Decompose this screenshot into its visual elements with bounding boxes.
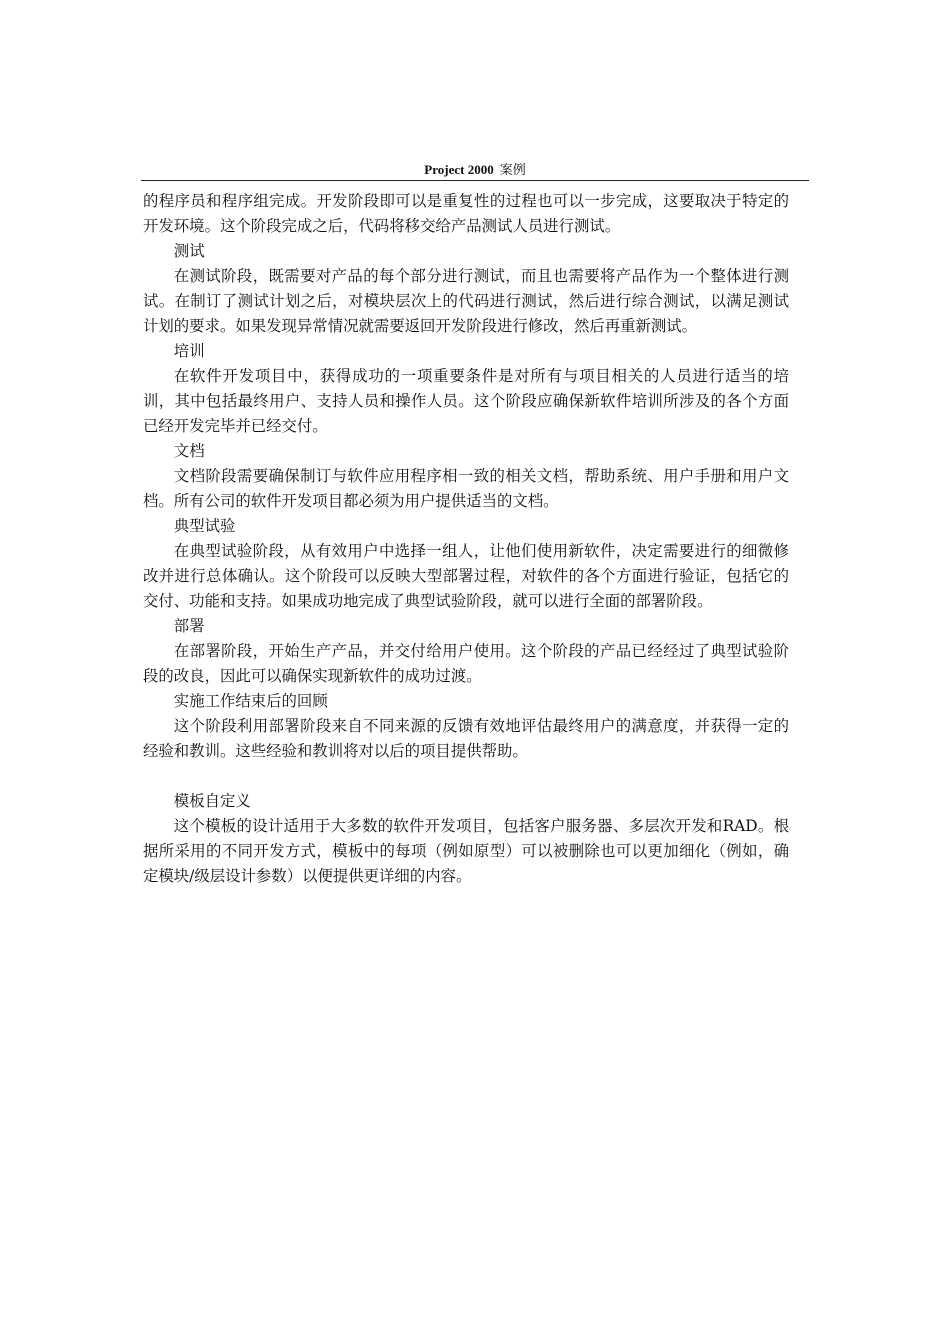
section-body-customization: 这个模板的设计适用于大多数的软件开发项目，包括客户服务器、多层次开发和RAD。根据所采用的不同开发方式，模板中的每项（例如原型）可以被删除也可以更加细化（例如，确定模块/级层设计参数）以便提供更详细的内容。: [143, 817, 789, 885]
section-body-testing: 在测试阶段，既需要对产品的每个部分进行测试，而且也需要将产品作为一个整体进行测试。在制订了测试计划之后，对模块层次上的代码进行测试，然后进行综合测试，以满足测试计划的要求。如果发现异常情况就需要返回开发阶段进行修改，然后再重新测试。: [143, 267, 789, 335]
section-body-documentation: 文档阶段需要确保制订与软件应用程序相一致的相关文档，帮助系统、用户手册和用户文档。所有公司的软件开发项目都必须为用户提供适当的文档。: [143, 467, 789, 510]
section-spacer: [143, 764, 789, 789]
section-body-training: 在软件开发项目中，获得成功的一项重要条件是对所有与项目相关的人员进行适当的培训，其中包括最终用户、支持人员和操作人员。这个阶段应确保新软件培训所涉及的各个方面已经开发完毕并已经交付。: [143, 367, 789, 435]
section-heading-deployment: 部署: [173, 617, 205, 635]
section-heading-review: 实施工作结束后的回顾: [173, 692, 328, 710]
section-heading-documentation: 文档: [173, 442, 205, 460]
section-heading-pilot: 典型试验: [173, 517, 236, 535]
section-body-pilot: 在典型试验阶段，从有效用户中选择一组人，让他们使用新软件，决定需要进行的细微修改并进行总体确认。这个阶段可以反映大型部署过程，对软件的各个方面进行验证，包括它的交付、功能和支持。如果成功地完成了典型试验阶段，就可以进行全面的部署阶段。: [143, 542, 789, 610]
section-body-review: 这个阶段利用部署阶段来自不同来源的反馈有效地评估最终用户的满意度，并获得一定的经验和教训。这些经验和教训将对以后的项目提供帮助。: [143, 717, 789, 760]
section-body-deployment: 在部署阶段，开始生产产品，并交付给用户使用。这个阶段的产品已经经过了典型试验阶段的改良，因此可以确保实现新软件的成功过渡。: [143, 642, 789, 685]
page-header: [141, 160, 809, 181]
section-heading-customization: 模板自定义: [173, 792, 251, 810]
document-body: [143, 189, 789, 889]
section-heading-testing: 测试: [173, 242, 205, 260]
header-brand: Project 2000: [424, 162, 494, 177]
intro-continuation: 的程序员和程序组完成。开发阶段即可以是重复性的过程也可以一步完成，这要取决于特定的开发环境。这个阶段完成之后，代码将移交给产品测试人员进行测试。: [143, 192, 789, 235]
header-suffix: 案例: [499, 163, 526, 178]
section-heading-training: 培训: [173, 342, 205, 360]
